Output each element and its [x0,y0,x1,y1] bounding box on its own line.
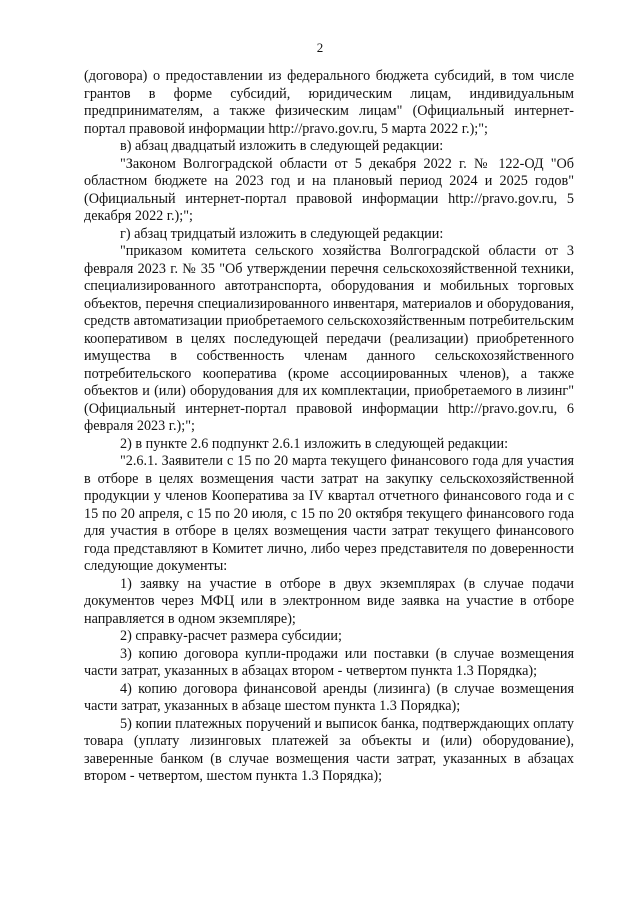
paragraph-quote-law: "Законом Волгоградской области от 5 декабря 2022 г. № 122-ОД "Об областном бюджете на 2023 год и на плановый период 2024 и 2025 годов" (Официальный интернет-портал правовой информации http://pravo.gov.ru, 5 декабря 2022 г.);"; [84,155,574,224]
paragraph-quote-order: "приказом комитета сельского хозяйства Волгоградской области от 3 февраля 2023 г. № 35 "Об утверждении перечня сельскохозяйственной техники, специализированного автотранспорта, оборудования и мобильных торговых объектов, перечня специализированного инвентаря, материалов и оборудования, средств автоматизации приобретаемого сельскохозяйственным потребительским кооперативом в целях последующей передачи (реализации) приобретенного имущества в собственность членам данного сельскохозяйственного потребительского кооператива (кроме ассоциированных членов), а также объектов и (или) оборудования для их комплектации, приобретаемого в лизинг" (Официальный интернет-портал правовой информации http://pravo.gov.ru, 6 февраля 2023 г.);"; [84,243,574,434]
paragraph-item-2: 2) в пункте 2.6 подпункт 2.6.1 изложить в следующей редакции: [120,435,509,452]
list-item-2: 2) справку-расчет размера субсидии; [120,628,342,644]
paragraph-item-v: в) абзац двадцатый изложить в следующей редакции: [120,138,444,154]
page-number: 2 [316,40,324,55]
list-item-3: 3) копию договора купли-продажи или поставки (в случае возмещения части затрат, указанных в абзацах втором - четвертом пункта 1.3 Порядка); [84,645,574,679]
paragraph-item-g: г) абзац тридцатый изложить в следующей редакции: [120,225,444,242]
list-item-5: 5) копии платежных поручений и выписок банка, подтверждающих оплату товара (уплату лизинговых платежей за объекты и (или) оборудование), заверенные банком (в случае возмещения части затрат, указанных в абзацах втором - четвертом, шестом пункта 1.3 Порядка); [84,715,574,784]
list-item-1: 1) заявку на участие в отборе в двух экземплярах (в случае подачи документов через МФЦ или в электронном виде заявка на участие в отборе направляется в одном экземпляре); [84,575,574,627]
paragraph-continuation: (договора) о предоставлении из федерального бюджета субсидий, в том числе грантов в форме субсидий, юридическим лицам, индивидуальным предпринимателям, а также физическим лицам" (Официальный интернет-портал правовой информации http://pravo.gov.ru, 5 марта 2022 г.);"; [84,68,574,137]
document-body [84,68,574,786]
list-item-4: 4) копию договора финансовой аренды (лизинга) (в случае возмещения части затрат, указанных в абзаце шестом пункта 1.3 Порядка); [84,680,574,714]
paragraph-2-6-1: "2.6.1. Заявители с 15 по 20 марта текущего финансового года для участия в отборе в целях возмещения части затрат на закупку сельскохозяйственной продукции у членов Кооператива за IV квартал отчетного финансового года и с 15 по 20 апреля, с 15 по 20 июля, с 15 по 20 октября текущего финансового года для участия в отборе в целях возмещения части затрат текущего финансового года представляют в Комитет лично, либо через представителя по доверенности следующие документы: [84,453,574,574]
